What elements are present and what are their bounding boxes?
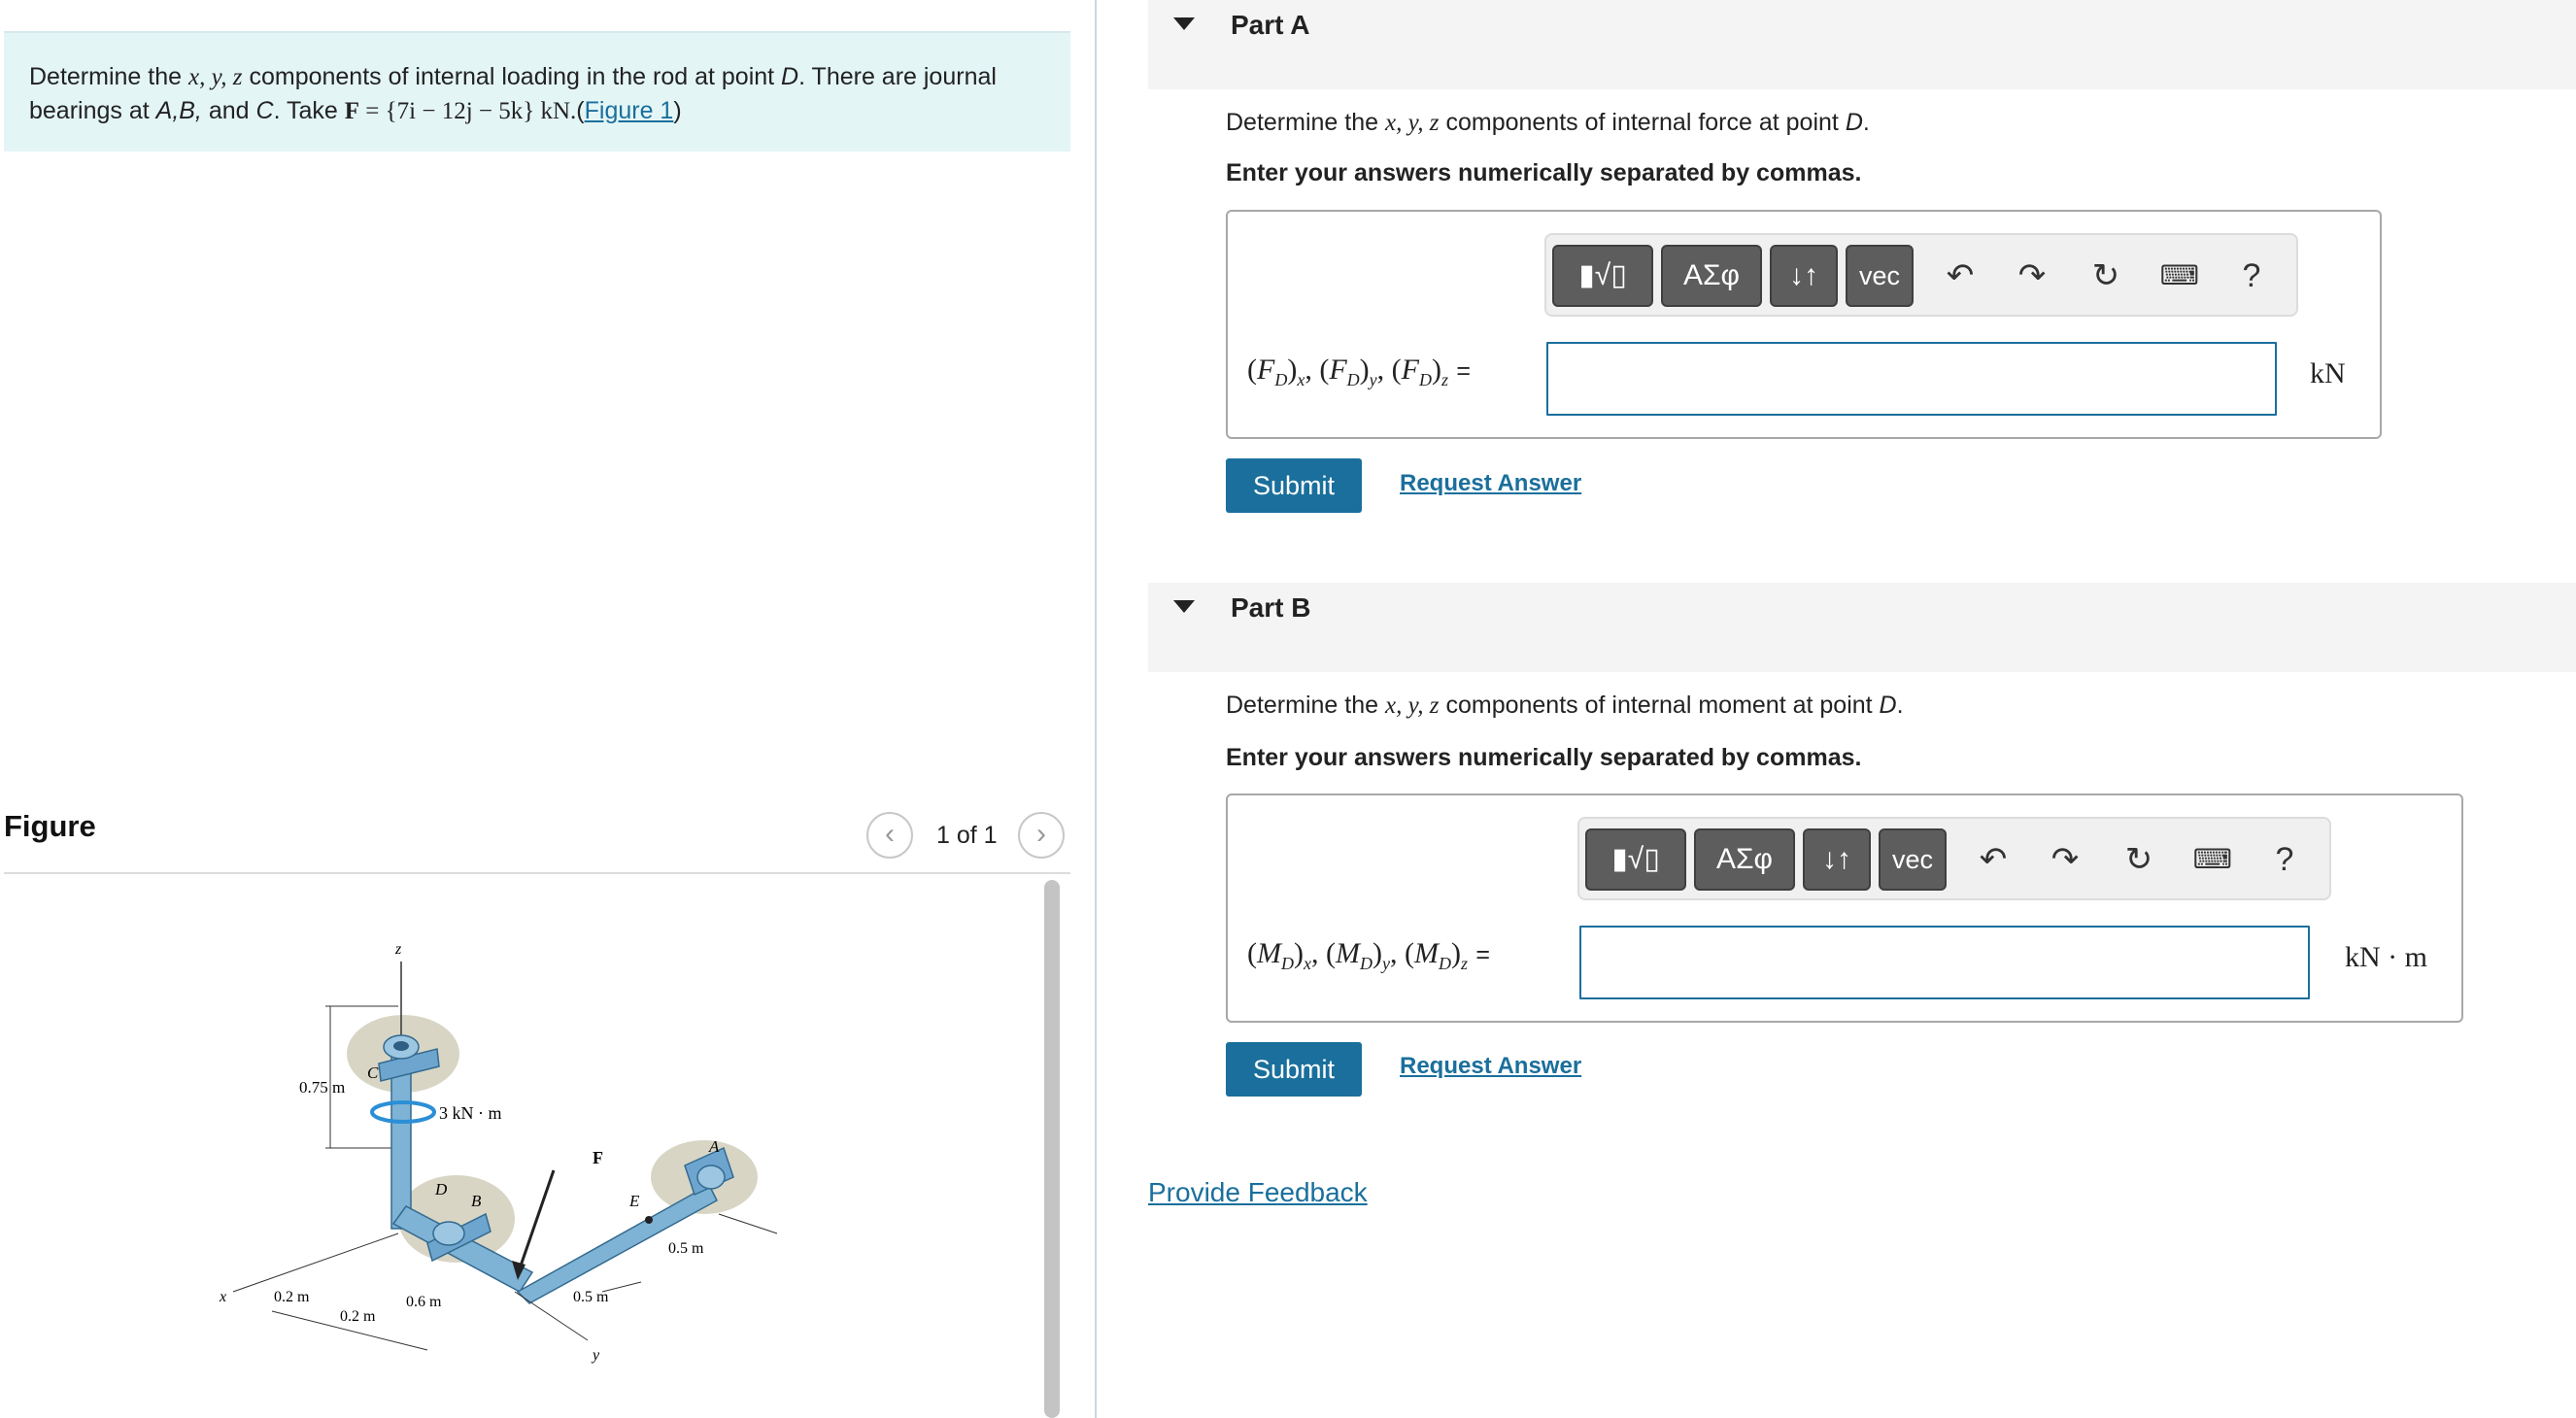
reset-icon[interactable]: ↻ (2124, 841, 2153, 878)
point-e (645, 1216, 653, 1224)
keyboard-icon[interactable]: ⌨ (2192, 844, 2233, 874)
keyboard-icon[interactable]: ⌨ (2159, 260, 2200, 290)
divider (4, 872, 1070, 874)
problem-bearing-c: C (255, 97, 274, 124)
part-b-answer-input[interactable] (1579, 926, 2310, 999)
math-toolbar (1577, 817, 2331, 900)
label-c: C (367, 1064, 379, 1082)
problem-text: Determine the (29, 63, 188, 90)
force-equation: = {7i − 12j − 5k} kN. (359, 98, 577, 124)
part-a-answer-label: $(F_D)_x$, $(F_D)_y$, $(F_D)_z$ = (1247, 354, 1471, 389)
templates-icon: ▮√▯ (1578, 259, 1627, 291)
part-a-request-answer-link[interactable]: Request Answer (1400, 470, 1582, 496)
part-b-answer-label: $(M_D)_x$, $(M_D)_y$, $(M_D)_z$ = (1247, 937, 1490, 973)
label-moment: 3 kN · m (439, 1103, 502, 1123)
label-b: B (471, 1192, 482, 1210)
question-text: components of internal force at point (1439, 109, 1846, 136)
collapse-triangle-icon[interactable] (1173, 17, 1195, 30)
part-b-question (1226, 692, 1904, 720)
problem-text: components of internal loading in the rod at point (242, 63, 782, 90)
figure-page-indicator: 1 of 1 (936, 822, 998, 849)
dim-line (719, 1214, 777, 1233)
label-y: y (593, 1347, 600, 1364)
bearing-a-ring (697, 1165, 725, 1189)
updown-button[interactable]: ↓↑ (1803, 828, 1871, 891)
label-dim-05b: 0.5 m (573, 1289, 609, 1305)
templates-button[interactable] (1552, 245, 1653, 307)
question-vars: x, y, z (1384, 692, 1440, 719)
problem-panel (0, 0, 1096, 1418)
chevron-left-icon: ‹ (885, 818, 895, 850)
bearing-c-hole (393, 1041, 409, 1051)
part-b-submit-button[interactable]: Submit (1226, 1042, 1362, 1097)
question-text: Determine the (1226, 692, 1385, 719)
part-b-instruction: Enter your answers numerically separated by commas. (1226, 744, 1862, 771)
problem-bearings: A,B, (155, 97, 202, 124)
collapse-triangle-icon[interactable] (1173, 600, 1195, 613)
undo-icon[interactable]: ↶ (1946, 257, 1975, 294)
label-dim-02b: 0.2 m (340, 1308, 376, 1325)
help-button[interactable]: ? (2275, 841, 2294, 878)
vec-button[interactable]: vec (1846, 245, 1914, 307)
redo-icon[interactable]: ↷ (2017, 257, 2047, 294)
figure-scrollbar[interactable] (1044, 880, 1060, 1418)
question-text: . (1862, 109, 1870, 136)
label-a: A (709, 1137, 720, 1156)
part-a-answer-box (1226, 210, 2382, 439)
vec-button[interactable]: vec (1879, 828, 1947, 891)
problem-statement (4, 31, 1070, 152)
figure-link[interactable]: Figure 1 (584, 97, 674, 124)
panel-divider (1095, 0, 1097, 1418)
figure-next-button[interactable] (1018, 812, 1065, 859)
problem-vars: x, y, z (187, 64, 243, 90)
question-text: . (1896, 692, 1904, 719)
figure-prev-button[interactable] (866, 812, 913, 859)
part-b-unit: kN · m (2345, 941, 2427, 973)
question-point: D (1845, 109, 1863, 136)
paren: ( (576, 97, 585, 124)
figure-image (194, 923, 855, 1389)
label-dim-05a: 0.5 m (668, 1240, 704, 1257)
greek-button[interactable]: ΑΣφ (1694, 828, 1795, 891)
label-f: F (593, 1148, 603, 1167)
chevron-right-icon: › (1036, 818, 1046, 850)
label-dim-02a: 0.2 m (274, 1289, 310, 1305)
question-vars: x, y, z (1384, 110, 1440, 136)
help-button[interactable]: ? (2242, 257, 2261, 294)
label-dim-06: 0.6 m (406, 1294, 442, 1310)
greek-button[interactable]: ΑΣφ (1661, 245, 1762, 307)
force-symbol: F (344, 98, 360, 124)
label-e: E (629, 1192, 640, 1210)
force-arrow (518, 1170, 554, 1274)
part-a-answer-input[interactable] (1546, 342, 2277, 416)
part-b-request-answer-link[interactable]: Request Answer (1400, 1053, 1582, 1079)
problem-text: . There are journal bearings at (29, 63, 997, 124)
templates-button[interactable] (1585, 828, 1686, 891)
problem-text: and (201, 97, 256, 124)
label-dim-075: 0.75 m (299, 1078, 346, 1097)
paren: ) (673, 97, 682, 124)
part-a-submit-button[interactable]: Submit (1226, 458, 1362, 513)
part-a-unit: kN (2310, 357, 2346, 389)
label-x: x (220, 1289, 227, 1305)
label-d: D (435, 1180, 448, 1199)
question-text: Determine the (1226, 109, 1385, 136)
templates-icon: ▮√▯ (1611, 843, 1660, 875)
math-toolbar (1544, 233, 2298, 317)
problem-point: D (781, 63, 799, 90)
undo-icon[interactable]: ↶ (1979, 841, 2008, 878)
label-z: z (395, 941, 402, 958)
redo-icon[interactable]: ↷ (2051, 841, 2080, 878)
part-a-title: Part A (1231, 10, 1310, 40)
part-a-question (1226, 109, 1870, 137)
part-b-header[interactable] (1148, 583, 2576, 672)
question-point: D (1879, 692, 1897, 719)
part-b-title: Part B (1231, 592, 1311, 623)
problem-text: . Take (273, 97, 345, 124)
part-a-header[interactable] (1148, 0, 2576, 89)
reset-icon[interactable]: ↻ (2091, 257, 2120, 294)
part-a-instruction: Enter your answers numerically separated by commas. (1226, 159, 1862, 186)
part-b-answer-box (1226, 793, 2463, 1023)
x-axis (233, 1233, 398, 1292)
updown-button[interactable]: ↓↑ (1770, 245, 1838, 307)
figure-title: Figure (4, 809, 96, 843)
bearing-b-ring (433, 1222, 464, 1245)
provide-feedback-link[interactable]: Provide Feedback (1148, 1177, 1368, 1207)
question-text: components of internal moment at point (1439, 692, 1880, 719)
